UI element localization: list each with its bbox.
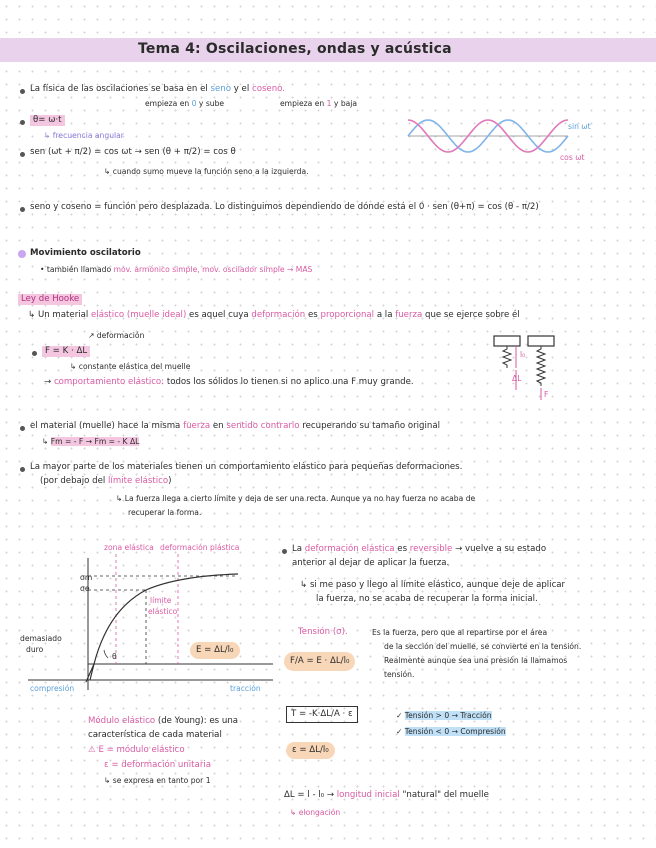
tension-label: Tensión (σ). <box>298 627 348 637</box>
right-note-4: la fuerza, no se acaba de recuperar la forma inicial. <box>316 594 538 604</box>
tension-line-3: Realmente aunque sea una presión la llamamos <box>384 656 568 665</box>
young-line-4: ε = deformación unitaria <box>104 760 212 770</box>
bullet <box>20 89 25 94</box>
right-note-3: ↳ si me paso y llego al límite elástico, aunque deje de aplicar <box>300 580 566 590</box>
fragile-label-2: duro <box>26 645 44 654</box>
movimiento-heading: Movimiento oscilatorio <box>30 248 141 258</box>
fragile-label-1: demasiado <box>20 634 62 643</box>
right-note-1: La deformación elástica es reversible → vuelve a su estado <box>292 544 547 554</box>
epsilon-formula: ε = ΔL/l₀ <box>286 742 335 759</box>
seno-coseno-line: seno y coseno = función pero desplazada. Lo distinguimos dependiendo de dónde está el 0 · sen (θ+π) = cos (θ - π/2) <box>30 202 539 212</box>
sin-label: sin ωt <box>568 122 591 131</box>
young-line-3: ⚠ E = módulo elástico <box>88 745 185 755</box>
bullet <box>32 351 37 356</box>
traction-label: tracción <box>230 684 261 693</box>
comport-line: → comportamiento elástico: todos los sólidos lo tienen si no aplico una F muy grande. <box>44 377 414 387</box>
newton3-formula-wrap: ↳ Fm = - F → Fm = - K ΔL <box>42 437 140 446</box>
theta-label: θ <box>112 652 117 661</box>
tension-negative: ✓ Tensión < 0 → Compresión <box>396 727 506 736</box>
delta-l-formula: ΔL = l - l₀ <box>284 790 325 800</box>
bullet <box>20 152 25 157</box>
movimiento-sub: • también llamado mov. armónico simple, mov. oscilador simple → MAS <box>40 265 313 274</box>
newton3-formula: Fm = - F → Fm = - K ΔL <box>50 437 140 446</box>
dl-label: ΔL <box>512 374 522 383</box>
theta-formula: θ= ω·t <box>30 115 65 126</box>
bullet <box>20 207 25 212</box>
page-title: Tema 4: Oscilaciones, ondas y acústica <box>138 41 452 57</box>
hooke-line: ↳ Un material elástico (muelle ideal) es aquel cuya deformación es proporcional a la fuerza que se ejerce sobre él <box>28 310 520 320</box>
tension-line-2: de la sección del muelle, se convierte en la tensión. <box>384 642 582 651</box>
intro-coseno-note: empieza en 1 y baja <box>280 99 358 108</box>
sin-cos-waves <box>408 112 568 160</box>
bullet <box>20 426 25 431</box>
bottom-formula-line: ΔL = l - l₀ → longitud inicial "natural" del muelle <box>284 790 489 800</box>
tension-line-4: tensión. <box>384 670 415 679</box>
limit-label-1: límite <box>150 596 172 605</box>
cos-label: cos ωt <box>560 153 585 162</box>
limit-label-2: elástico <box>148 607 178 616</box>
young-line-1: Módulo elástico (de Young): es una <box>88 716 239 726</box>
k-note: ↳ constante elástica del muelle <box>70 362 191 371</box>
hooke-formula: F = K · ΔL <box>42 346 90 357</box>
right-note-2: anterior al dejar de aplicar la fuerza. <box>292 558 450 568</box>
tension-line-1: Es la fuerza, pero que al repartirse por el área <box>372 628 548 637</box>
spring-diagram <box>494 332 574 402</box>
theta-identity-note: ↳ cuando sumo mueve la función seno a la izquierda. <box>104 167 309 176</box>
elastic-line3: ↳ La fuerza llega a cierto límite y deja de ser una recta. Aunque ya no hay fuerza no acaba de <box>116 494 476 503</box>
f-label: F <box>544 390 549 399</box>
newton3-line: el material (muelle) hace la misma fuerza en sentido contrario recuperando su tamaño original <box>30 421 441 431</box>
theta-identity: sen (ωt + π/2) = cos ωt → sen (θ + π/2) = cos θ <box>30 147 236 157</box>
bullet <box>20 120 25 125</box>
tension-positive: ✓ Tensión > 0 → Tracción <box>396 711 492 720</box>
elastic-line1: La mayor parte de los materiales tienen un comportamiento elástico para pequeñas deformaciones. <box>30 462 463 472</box>
bullet <box>20 467 25 472</box>
intro-seno-note: empieza en 0 y sube <box>145 99 225 108</box>
intro-line: La física de las oscilaciones se basa en el seno y el coseno. <box>30 84 286 94</box>
elongation-label: ↳ elongación <box>290 808 341 817</box>
young-line-2: característica de cada material <box>88 730 222 740</box>
sigma-formula: T = -K·ΔL/A · ε <box>286 706 358 723</box>
sigma-e-label: σe <box>80 584 90 593</box>
deform-note: ↗ deformación <box>88 331 145 340</box>
compression-label: compresión <box>30 684 75 693</box>
l0-label: l₀ <box>520 350 526 359</box>
young-line-5: ↳ se expresa en tanto por 1 <box>104 776 211 785</box>
e-formula: E = ΔL/l₀ <box>190 642 240 659</box>
zone-plastic-label: deformación plástica <box>160 543 240 552</box>
heading-bullet <box>18 250 26 258</box>
elastic-line4: recuperar la forma. <box>128 508 202 517</box>
elastic-line2: (por debajo del límite elástico) <box>40 476 172 486</box>
sigma-m-label: σm <box>80 573 93 582</box>
theta-note: ↳ frecuencia angular <box>44 131 124 140</box>
f-over-a-formula: F/A = E · ΔL/l₀ <box>284 652 355 671</box>
bullet <box>282 549 287 554</box>
hooke-heading: Ley de Hooke <box>18 294 82 305</box>
zone-elastic-label: zona elástica <box>104 543 154 552</box>
